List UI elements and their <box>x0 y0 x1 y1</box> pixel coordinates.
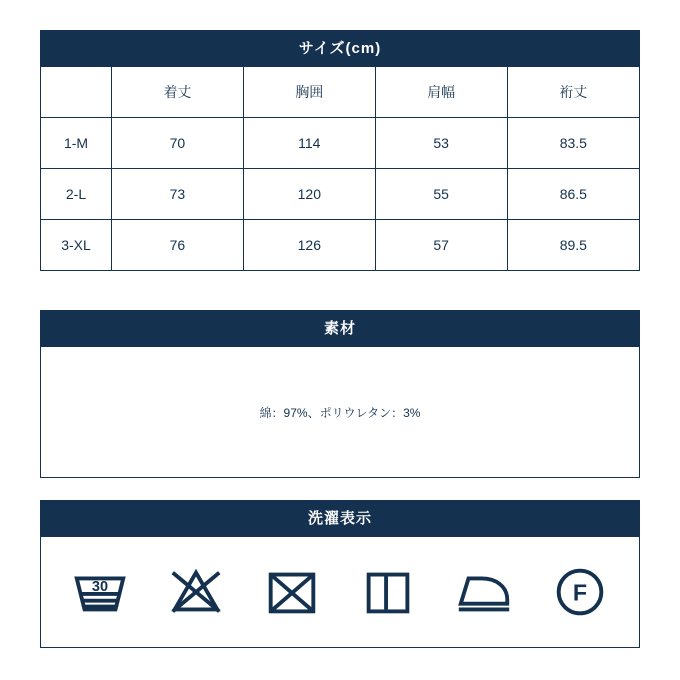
material-panel-title: 素材 <box>41 311 639 347</box>
cell-sleeve: 86.5 <box>507 169 639 220</box>
column-header-shoulder: 肩幅 <box>375 67 507 118</box>
cell-shoulder: 55 <box>375 169 507 220</box>
row-label: 1-M <box>41 118 112 169</box>
dry-clean-f-icon <box>549 561 611 623</box>
dry-clean-letter: F <box>572 579 588 606</box>
wash-icons-row <box>41 537 639 647</box>
column-header-length: 着丈 <box>112 67 244 118</box>
row-label: 3-XL <box>41 220 112 271</box>
material-panel <box>40 310 640 478</box>
table-row <box>41 220 639 271</box>
cell-chest: 120 <box>243 169 375 220</box>
cell-length: 70 <box>112 118 244 169</box>
line-dry-vertical-icon <box>357 561 419 623</box>
row-label: 2-L <box>41 169 112 220</box>
size-panel-title: サイズ(cm) <box>41 31 639 67</box>
cell-sleeve: 89.5 <box>507 220 639 271</box>
no-tumble-dry-icon <box>261 561 323 623</box>
wash-temp-label: 30 <box>91 579 109 596</box>
table-header-row <box>41 67 639 118</box>
iron-low-icon <box>453 561 515 623</box>
column-header-sleeve: 裄丈 <box>507 67 639 118</box>
cell-length: 73 <box>112 169 244 220</box>
table-row <box>41 169 639 220</box>
no-bleach-icon <box>165 561 227 623</box>
cell-sleeve: 83.5 <box>507 118 639 169</box>
size-table <box>41 67 639 270</box>
cell-chest: 114 <box>243 118 375 169</box>
cell-length: 76 <box>112 220 244 271</box>
cell-shoulder: 57 <box>375 220 507 271</box>
wash-panel <box>40 500 640 648</box>
cell-chest: 126 <box>243 220 375 271</box>
table-row <box>41 118 639 169</box>
material-text: 綿：97%、ポリウレタン：3% <box>259 405 421 420</box>
size-panel <box>40 30 640 271</box>
material-body <box>41 347 639 477</box>
wash-panel-title: 洗濯表示 <box>41 501 639 537</box>
wash-30-icon <box>69 561 131 623</box>
column-header-blank <box>41 67 112 118</box>
column-header-chest: 胸囲 <box>243 67 375 118</box>
cell-shoulder: 53 <box>375 118 507 169</box>
